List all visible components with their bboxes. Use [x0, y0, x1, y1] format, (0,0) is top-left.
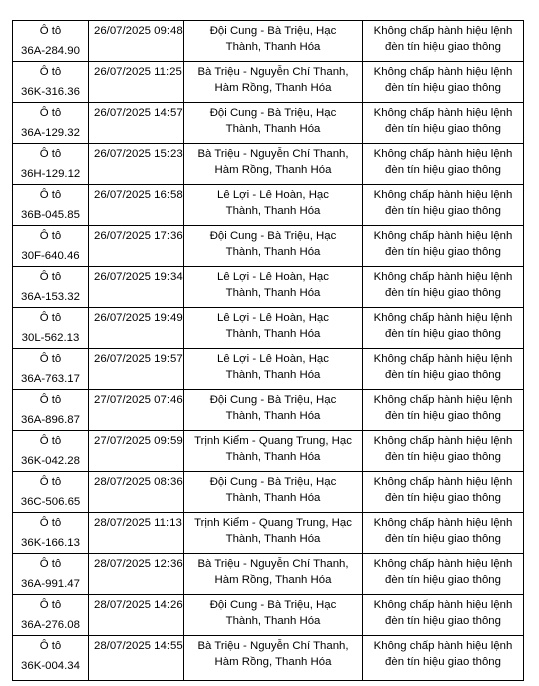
location-line-1: Lê Lợi - Lê Hoàn, Hạc	[217, 312, 329, 324]
violation-time: 27/07/2025 07:46	[94, 394, 183, 406]
violation-line-2: đèn tín hiệu giao thông	[385, 123, 501, 135]
license-plate: 36A-763.17	[21, 373, 80, 385]
location-line-2: Thành, Thanh Hóa	[225, 287, 321, 299]
location-line-1: Trịnh Kiểm - Quang Trung, Hạc	[194, 435, 352, 447]
vehicle-cell	[13, 103, 89, 144]
license-plate: 36C-506.65	[20, 496, 81, 508]
table-row	[13, 226, 524, 267]
vehicle-cell	[13, 267, 89, 308]
vehicle-type: Ô tô	[39, 230, 62, 242]
violation-line-2: đèn tín hiệu giao thông	[385, 574, 501, 586]
vehicle-cell	[13, 308, 89, 349]
violation-line-2: đèn tín hiệu giao thông	[385, 492, 501, 504]
table-row	[13, 21, 524, 62]
violation-line-2: đèn tín hiệu giao thông	[385, 41, 501, 53]
violations-table	[12, 20, 524, 681]
location-cell	[184, 226, 363, 267]
time-cell	[89, 513, 184, 554]
location-line-1: Bà Triệu - Nguyễn Chí Thanh,	[197, 148, 349, 160]
location-line-2: Thành, Thanh Hóa	[225, 533, 321, 545]
location-cell	[184, 21, 363, 62]
violation-line-2: đèn tín hiệu giao thông	[385, 451, 501, 463]
vehicle-cell	[13, 62, 89, 103]
violation-cell	[363, 267, 524, 308]
vehicle-type: Ô tô	[39, 312, 62, 324]
table-row	[13, 431, 524, 472]
violation-line-2: đèn tín hiệu giao thông	[385, 287, 501, 299]
violation-time: 26/07/2025 19:49	[94, 312, 183, 324]
time-cell	[89, 554, 184, 595]
violation-line-1: Không chấp hành hiệu lệnh	[373, 435, 513, 447]
location-cell	[184, 103, 363, 144]
violation-line-2: đèn tín hiệu giao thông	[385, 205, 501, 217]
vehicle-cell	[13, 21, 89, 62]
location-cell	[184, 185, 363, 226]
table-row	[13, 472, 524, 513]
violation-line-1: Không chấp hành hiệu lệnh	[373, 66, 513, 78]
vehicle-type: Ô tô	[39, 517, 62, 529]
violation-cell	[363, 103, 524, 144]
location-line-1: Đội Cung - Bà Triệu, Hạc	[209, 230, 337, 242]
vehicle-cell	[13, 144, 89, 185]
violation-cell	[363, 636, 524, 681]
vehicle-type: Ô tô	[39, 394, 62, 406]
violation-line-1: Không chấp hành hiệu lệnh	[373, 353, 513, 365]
violation-cell	[363, 62, 524, 103]
violation-line-1: Không chấp hành hiệu lệnh	[373, 189, 513, 201]
time-cell	[89, 103, 184, 144]
violation-time: 26/07/2025 19:34	[94, 271, 183, 283]
violation-line-2: đèn tín hiệu giao thông	[385, 369, 501, 381]
violation-line-1: Không chấp hành hiệu lệnh	[373, 230, 513, 242]
violation-line-2: đèn tín hiệu giao thông	[385, 533, 501, 545]
license-plate: 30F-640.46	[21, 250, 80, 262]
vehicle-type: Ô tô	[39, 189, 62, 201]
location-cell	[184, 595, 363, 636]
violation-cell	[363, 595, 524, 636]
location-line-1: Bà Triệu - Nguyễn Chí Thanh,	[197, 66, 349, 78]
location-cell	[184, 308, 363, 349]
location-line-2: Hàm Rồng, Thanh Hóa	[214, 82, 332, 94]
vehicle-cell	[13, 472, 89, 513]
violation-time: 28/07/2025 14:26	[94, 599, 183, 611]
vehicle-type: Ô tô	[39, 558, 62, 570]
vehicle-type: Ô tô	[39, 353, 62, 365]
license-plate: 30L-562.13	[21, 332, 80, 344]
vehicle-cell	[13, 226, 89, 267]
location-cell	[184, 431, 363, 472]
time-cell	[89, 144, 184, 185]
location-line-1: Lê Lợi - Lê Hoàn, Hạc	[217, 353, 329, 365]
violation-line-2: đèn tín hiệu giao thông	[385, 164, 501, 176]
violation-line-2: đèn tín hiệu giao thông	[385, 615, 501, 627]
license-plate: 36A-284.90	[21, 45, 80, 57]
location-line-1: Lê Lợi - Lê Hoàn, Hạc	[217, 271, 329, 283]
violation-cell	[363, 144, 524, 185]
location-line-1: Đội Cung - Bà Triệu, Hạc	[209, 394, 337, 406]
violation-line-2: đèn tín hiệu giao thông	[385, 328, 501, 340]
violation-cell	[363, 472, 524, 513]
vehicle-type: Ô tô	[39, 476, 62, 488]
vehicle-cell	[13, 431, 89, 472]
table-row	[13, 267, 524, 308]
vehicle-cell	[13, 595, 89, 636]
time-cell	[89, 595, 184, 636]
license-plate: 36K-166.13	[21, 537, 80, 549]
violation-time: 26/07/2025 14:57	[94, 107, 183, 119]
violation-time: 28/07/2025 08:36	[94, 476, 183, 488]
vehicle-cell	[13, 390, 89, 431]
location-line-1: Trịnh Kiểm - Quang Trung, Hạc	[194, 517, 352, 529]
location-line-2: Thành, Thanh Hóa	[225, 615, 321, 627]
location-line-1: Đội Cung - Bà Triệu, Hạc	[209, 25, 337, 37]
license-plate: 36A-896.87	[21, 414, 80, 426]
table-row	[13, 554, 524, 595]
location-cell	[184, 636, 363, 681]
table-row	[13, 349, 524, 390]
time-cell	[89, 472, 184, 513]
table-row	[13, 103, 524, 144]
violation-line-1: Không chấp hành hiệu lệnh	[373, 312, 513, 324]
vehicle-cell	[13, 513, 89, 554]
location-cell	[184, 390, 363, 431]
table-row	[13, 595, 524, 636]
violation-line-1: Không chấp hành hiệu lệnh	[373, 25, 513, 37]
violation-line-1: Không chấp hành hiệu lệnh	[373, 640, 513, 652]
vehicle-cell	[13, 636, 89, 681]
violation-cell	[363, 185, 524, 226]
violation-cell	[363, 349, 524, 390]
location-cell	[184, 472, 363, 513]
time-cell	[89, 185, 184, 226]
vehicle-type: Ô tô	[39, 25, 62, 37]
vehicle-type: Ô tô	[39, 599, 62, 611]
location-line-2: Hàm Rồng, Thanh Hóa	[214, 574, 332, 586]
time-cell	[89, 349, 184, 390]
violation-cell	[363, 226, 524, 267]
license-plate: 36B-045.85	[21, 209, 80, 221]
location-cell	[184, 144, 363, 185]
violation-cell	[363, 431, 524, 472]
table-body	[13, 21, 524, 681]
location-line-2: Hàm Rồng, Thanh Hóa	[214, 656, 332, 668]
violation-cell	[363, 554, 524, 595]
license-plate: 36H-129.12	[20, 168, 81, 180]
violation-time: 28/07/2025 11:13	[94, 517, 182, 529]
location-line-2: Thành, Thanh Hóa	[225, 41, 321, 53]
violation-line-2: đèn tín hiệu giao thông	[385, 246, 501, 258]
violation-time: 27/07/2025 09:59	[94, 435, 183, 447]
license-plate: 36K-004.34	[21, 660, 80, 672]
time-cell	[89, 390, 184, 431]
table-row	[13, 636, 524, 681]
location-cell	[184, 554, 363, 595]
time-cell	[89, 636, 184, 681]
violation-cell	[363, 308, 524, 349]
license-plate: 36K-042.28	[21, 455, 80, 467]
violation-time: 26/07/2025 17:36	[94, 230, 183, 242]
license-plate: 36A-276.08	[21, 619, 80, 631]
table-row	[13, 308, 524, 349]
vehicle-type: Ô tô	[39, 435, 62, 447]
violation-cell	[363, 513, 524, 554]
table-row	[13, 513, 524, 554]
location-line-2: Thành, Thanh Hóa	[225, 123, 321, 135]
license-plate: 36A-991.47	[21, 578, 80, 590]
table-row	[13, 62, 524, 103]
violation-time: 26/07/2025 09:48	[94, 25, 183, 37]
violation-cell	[363, 21, 524, 62]
table-row	[13, 144, 524, 185]
time-cell	[89, 267, 184, 308]
location-line-1: Đội Cung - Bà Triệu, Hạc	[209, 476, 337, 488]
location-line-2: Thành, Thanh Hóa	[225, 369, 321, 381]
vehicle-type: Ô tô	[39, 66, 62, 78]
violation-line-1: Không chấp hành hiệu lệnh	[373, 517, 513, 529]
location-cell	[184, 513, 363, 554]
location-line-2: Thành, Thanh Hóa	[225, 246, 321, 258]
violation-time: 26/07/2025 19:57	[94, 353, 183, 365]
time-cell	[89, 226, 184, 267]
vehicle-cell	[13, 185, 89, 226]
time-cell	[89, 431, 184, 472]
vehicle-type: Ô tô	[39, 107, 62, 119]
violation-time: 26/07/2025 16:58	[94, 189, 183, 201]
location-line-1: Đội Cung - Bà Triệu, Hạc	[209, 107, 337, 119]
location-line-2: Thành, Thanh Hóa	[225, 328, 321, 340]
time-cell	[89, 21, 184, 62]
time-cell	[89, 62, 184, 103]
location-line-2: Thành, Thanh Hóa	[225, 451, 321, 463]
location-line-1: Bà Triệu - Nguyễn Chí Thanh,	[197, 640, 349, 652]
violation-line-1: Không chấp hành hiệu lệnh	[373, 476, 513, 488]
violation-line-2: đèn tín hiệu giao thông	[385, 410, 501, 422]
vehicle-type: Ô tô	[39, 640, 62, 652]
vehicle-cell	[13, 554, 89, 595]
violation-line-1: Không chấp hành hiệu lệnh	[373, 271, 513, 283]
time-cell	[89, 308, 184, 349]
location-line-1: Lê Lợi - Lê Hoàn, Hạc	[217, 189, 329, 201]
violation-line-1: Không chấp hành hiệu lệnh	[373, 558, 513, 570]
location-cell	[184, 349, 363, 390]
license-plate: 36A-129.32	[21, 127, 80, 139]
location-line-2: Hàm Rồng, Thanh Hóa	[214, 164, 332, 176]
vehicle-type: Ô tô	[39, 271, 62, 283]
violation-time: 26/07/2025 11:25	[94, 66, 182, 78]
violation-line-1: Không chấp hành hiệu lệnh	[373, 148, 513, 160]
license-plate: 36A-153.32	[21, 291, 80, 303]
location-line-1: Bà Triệu - Nguyễn Chí Thanh,	[197, 558, 349, 570]
location-line-1: Đội Cung - Bà Triệu, Hạc	[209, 599, 337, 611]
violation-time: 26/07/2025 15:23	[94, 148, 183, 160]
violation-line-2: đèn tín hiệu giao thông	[385, 656, 501, 668]
vehicle-type: Ô tô	[39, 148, 62, 160]
violation-line-1: Không chấp hành hiệu lệnh	[373, 107, 513, 119]
violation-line-2: đèn tín hiệu giao thông	[385, 82, 501, 94]
violation-line-1: Không chấp hành hiệu lệnh	[373, 599, 513, 611]
violation-line-1: Không chấp hành hiệu lệnh	[373, 394, 513, 406]
table-row	[13, 185, 524, 226]
location-cell	[184, 267, 363, 308]
table-row	[13, 390, 524, 431]
violation-time: 28/07/2025 14:55	[94, 640, 183, 652]
license-plate: 36K-316.36	[21, 86, 80, 98]
location-line-2: Thành, Thanh Hóa	[225, 492, 321, 504]
location-line-2: Thành, Thanh Hóa	[225, 205, 321, 217]
vehicle-cell	[13, 349, 89, 390]
violation-time: 28/07/2025 12:36	[94, 558, 183, 570]
location-cell	[184, 62, 363, 103]
violation-cell	[363, 390, 524, 431]
location-line-2: Thành, Thanh Hóa	[225, 410, 321, 422]
